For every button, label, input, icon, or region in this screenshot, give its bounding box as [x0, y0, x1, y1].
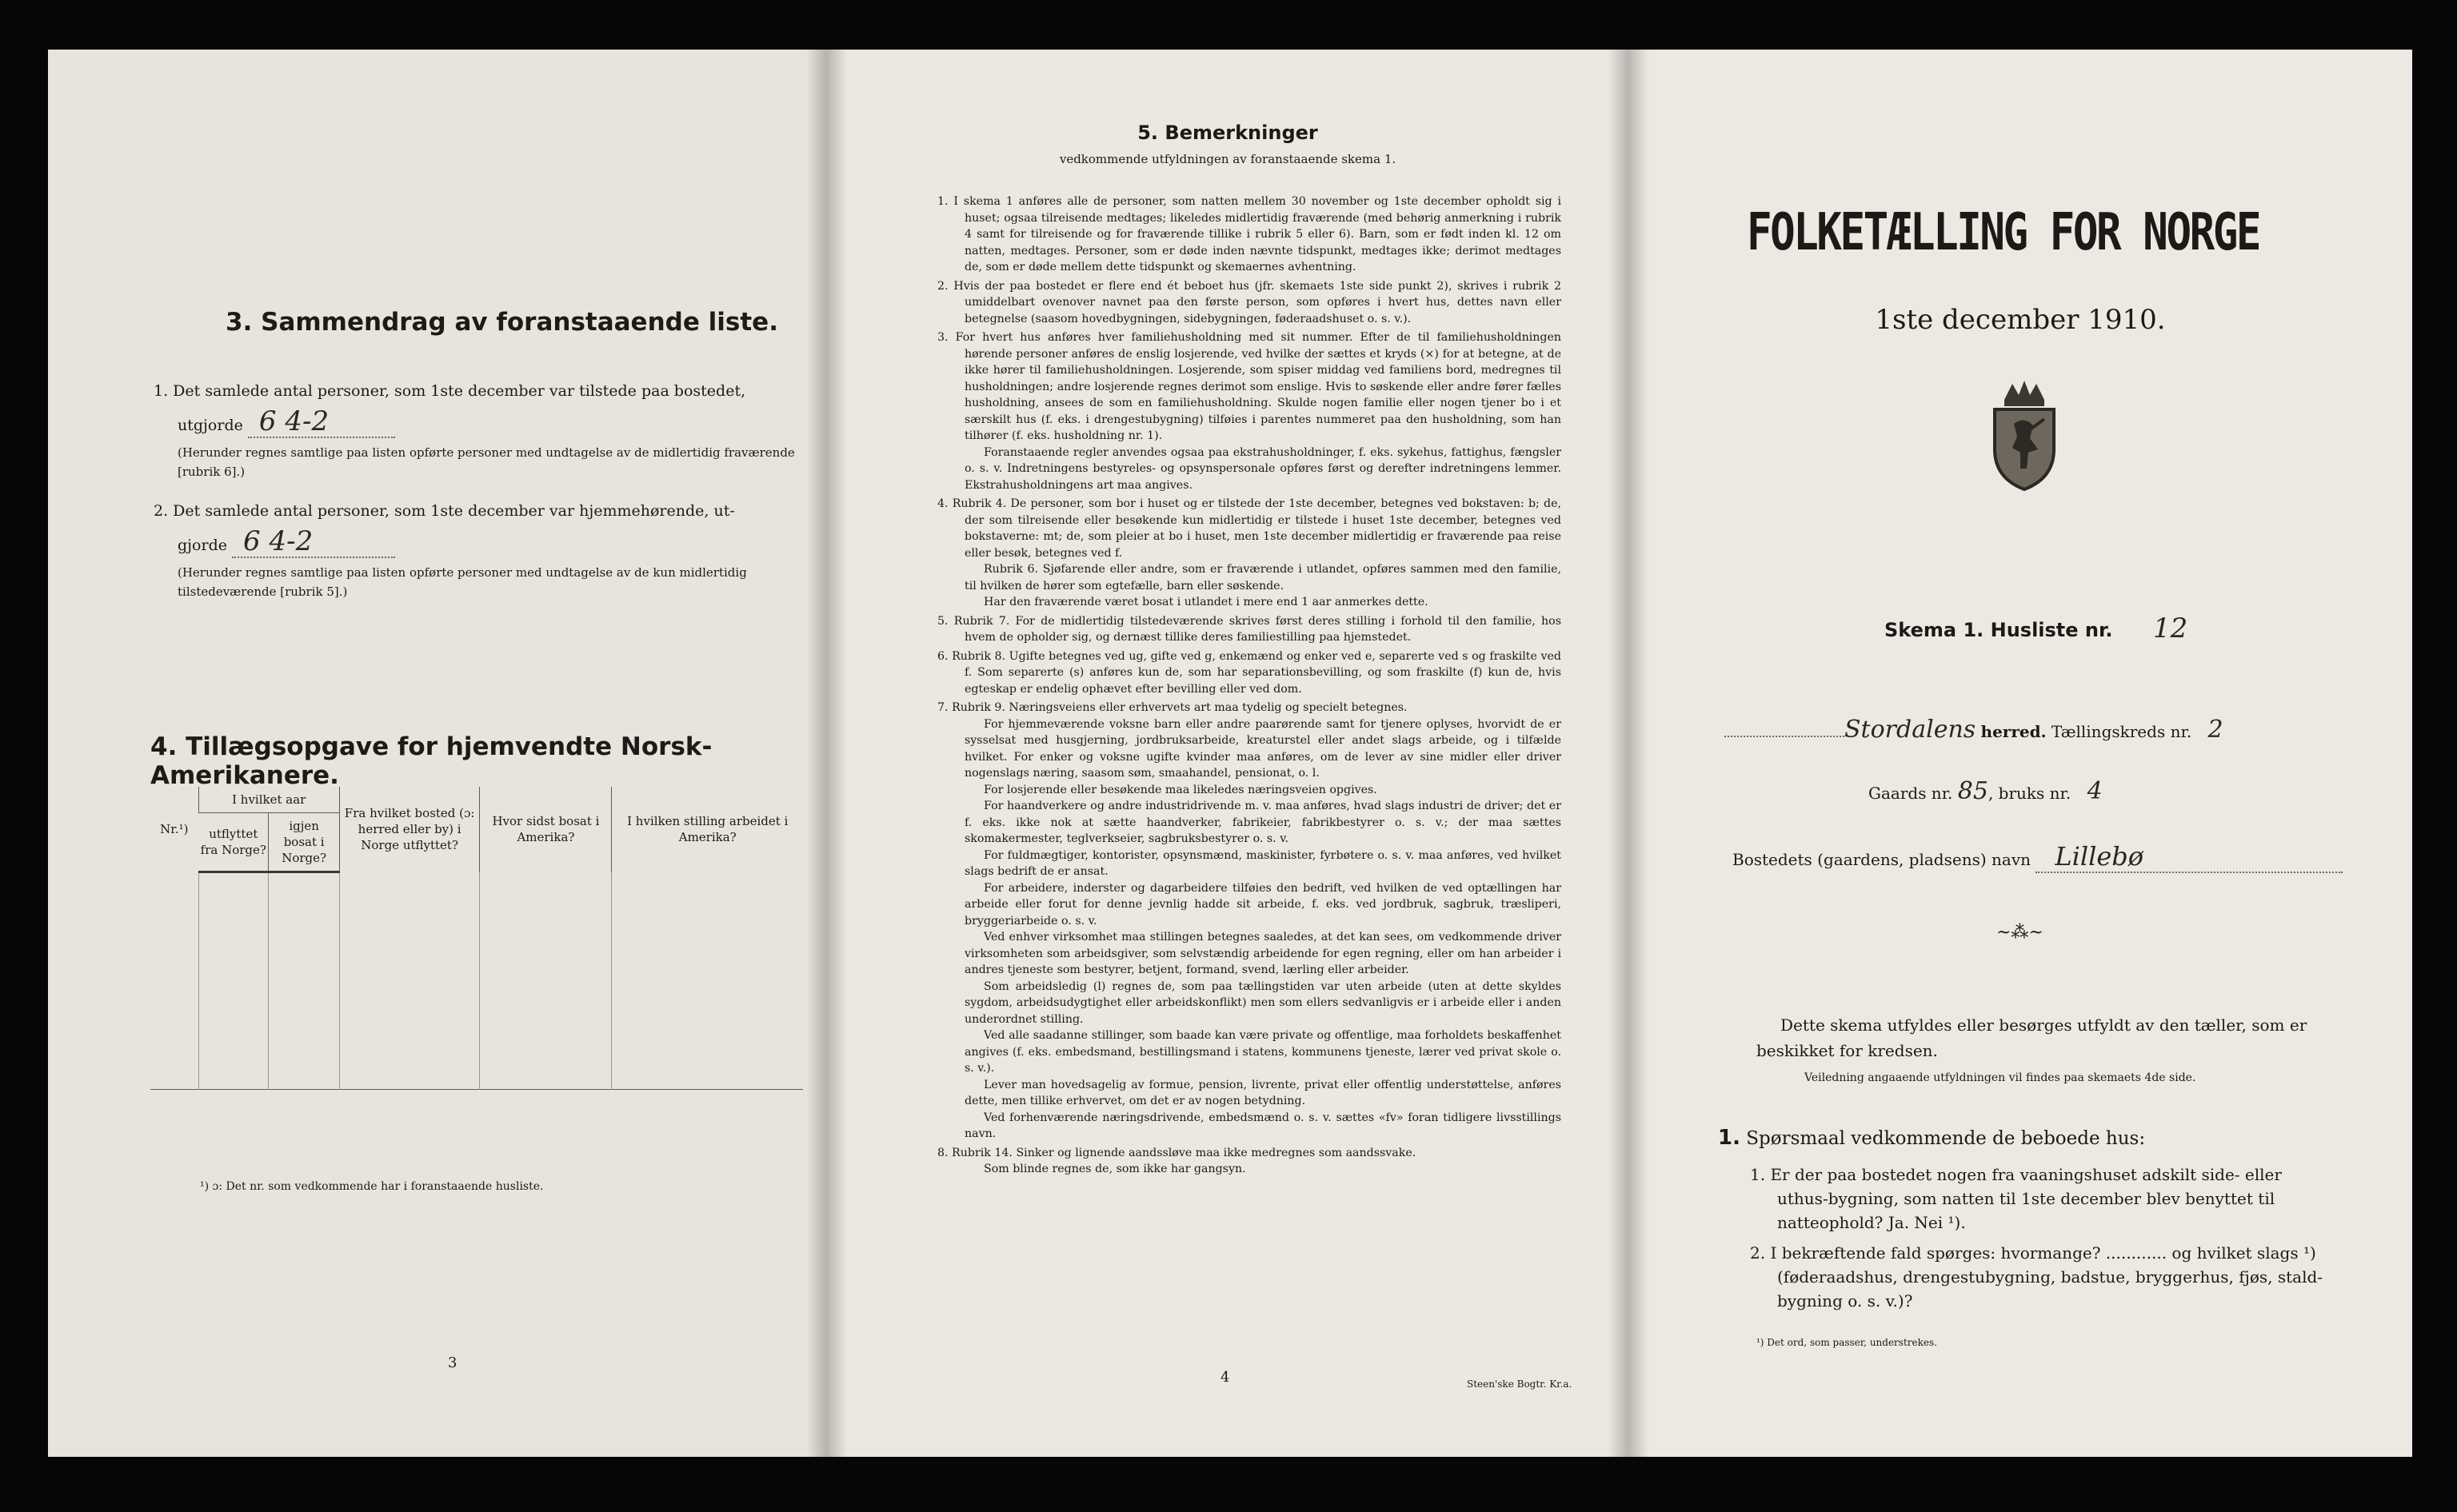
- left-page: [48, 50, 827, 1457]
- remarks-subtitle: vedkommende utfyldningen av foranstaaende skema 1.: [1059, 152, 1396, 166]
- col-utflyttet: utflyttet fra Norge?: [198, 813, 269, 872]
- remark-paragraph: For haandverkere og andre industridrivende m. v. maa anføres, hvad slags industri de driver; det er f. eks. ikke nok at sætte haandverker, fabrikeier, fabrikbestyrer o. s. v.; der maa sættes skomakermester, teglverkseier, sagbruksbestyrer o. s. v.: [965, 800, 1561, 845]
- remarks-body: [937, 193, 1561, 1178]
- col-stilling: I hvilken stilling arbeidet i Amerika?: [612, 787, 803, 872]
- section-4-title: 4. Tillægsopgave for hjemvendte Norsk-Amerikanere.: [150, 732, 713, 790]
- table-row: [150, 1017, 803, 1053]
- gaards-line: [1868, 777, 2103, 805]
- kreds-value: 2: [2207, 716, 2223, 744]
- remark-paragraph: 5. Rubrik 7. For de midlertidig tilstedeværende skrives først deres stilling i forhold til den familie, hos hvem de opholder sig, og dernæst tillike deres familiestilling paa hjemstedet.: [937, 614, 1561, 644]
- remark-paragraph: 8. Rubrik 14. Sinker og lignende aandssløve maa ikke medregnes som aandssvake.: [937, 1146, 1416, 1159]
- norway-coat-of-arms-icon: [1980, 376, 2068, 492]
- table-footnote: ¹) ɔ: Det nr. som vedkommende har i foranstaaende husliste.: [200, 1180, 544, 1193]
- col-fra-hvilket-bosted: Fra hvilket bosted (ɔ: herred eller by) i Norge utflyttet?: [339, 787, 480, 872]
- norsk-amerikanere-table: [150, 787, 803, 1090]
- form-footnote: ¹) Det ord, som passer, understrekes.: [1756, 1337, 1937, 1348]
- remark-paragraph: Ved forhenværende næringsdrivende, embedsmænd o. s. v. sættes «fv» foran tidligere livsstillings navn.: [965, 1111, 1561, 1140]
- question-2-line: bygning o. s. v.)?: [1777, 1291, 1913, 1311]
- summary-item-2-handwritten: 6 4-2: [232, 526, 395, 558]
- ornament-divider: ~⁂~: [1996, 923, 2044, 943]
- summary-item-1-handwritten: 6 4-2: [248, 406, 395, 438]
- col-nr: Nr.¹): [160, 822, 189, 837]
- question-1-line: natteophold? Ja. Nei ¹).: [1777, 1213, 1966, 1232]
- summary-item-2-utgjorde: gjorde: [178, 537, 227, 554]
- remark-paragraph: Ved enhver virksomhet maa stillingen betegnes saaledes, at det kan sees, om vedkommende driver virksomheten som arbeidsgiver, som selvstændig arbeidende for egen regning, eller om han arbeider i andres tjeneste som bestyrer, betjent, formand, svend, lærling eller arbeider.: [965, 931, 1561, 976]
- bosted-value: Lillebø: [2036, 841, 2343, 873]
- question-2-line: (føderaadshus, drengestubygning, badstue, bryggerhus, fjøs, stald-: [1777, 1267, 2323, 1287]
- printer-mark: Steen'ske Bogtr. Kr.a.: [1467, 1378, 1572, 1390]
- remark-paragraph: Rubrik 6. Sjøfarende eller andre, som er fraværende i utlandet, opføres sammen med den familie, til hvilken de hører som egtefælle, barn eller søskende.: [965, 563, 1561, 592]
- husliste-nr: 12: [2153, 612, 2188, 644]
- remark-paragraph: 6. Rubrik 8. Ugifte betegnes ved ug, gifte ved g, enkemænd og enker ved e, separerte ved s og fraskilte ved f. Som separerte (s) anføres kun de, som har separationsbevilling, og som fraskilte (f) kun de, hvis egteskap er endelig ophævet efter bevilling eller ved dom.: [937, 649, 1561, 696]
- remark-paragraph: 1. I skema 1 anføres alle de personer, som natten mellem 30 november og 1ste december opholdt sig i huset; ogsaa tilreisende medtages; likeledes midlertidig fraværende (med behørig anmerkning i rubrik 4 samt for tilreisende og for fraværende tillike i rubrik 5 eller 6). Barn, som er født inden kl. 12 om natten, medtages. Personer, som er døde inden nævnte tidspunkt, medtages ikke; derimot medtages de, som er døde mellem dette tidspunkt og skemaernes avhentning.: [937, 195, 1561, 273]
- table-row: [150, 872, 803, 910]
- herred-value: Stordalens: [1844, 716, 1976, 744]
- remark-paragraph: Som arbeidsledig (l) regnes de, som paa tællingstiden var uten arbeide (uten at dette skyldes sygdom, arbeidsudygtighet eller arbeidskonflikt) men som ellers sedvanligvis er i arbeide eller i anden underordnet stilling.: [965, 979, 1561, 1026]
- census-date: 1ste december 1910.: [1875, 304, 2166, 336]
- remarks-title: 5. Bemerkninger: [1137, 122, 1318, 144]
- page-gutter-shadow: [1628, 50, 1649, 1457]
- remark-paragraph: Har den fraværende været bosat i utlandet i mere end 1 aar anmerkes dette.: [984, 596, 1428, 608]
- col-hvor-sidst-bosat: Hvor sidst bosat i Amerika?: [480, 787, 612, 872]
- questions-heading-number: 1.: [1718, 1126, 1740, 1150]
- table-row: [150, 945, 803, 981]
- remark-paragraph: For fuldmægtiger, kontorister, opsynsmænd, maskinister, fyrbøtere o. s. v. maa anføres, ved hvilket slags bedrift de er ansat.: [965, 848, 1561, 878]
- bosted-line: [1732, 841, 2388, 873]
- herred-line: [1724, 715, 2388, 744]
- summary-item-1-utgjorde: utgjorde: [178, 417, 243, 434]
- intro-text: [1756, 1012, 2388, 1063]
- page-gutter-shadow: [827, 50, 848, 1457]
- question-1-line: 1. Er der paa bostedet nogen fra vaaningshuset adskilt side- eller: [1750, 1165, 2282, 1184]
- remark-paragraph: For hjemmeværende voksne barn eller andre paarørende samt for tjenere oplyses, hvorvidt de er sysselsat med husgjerning, jordbruksarbeide, kreaturstel eller andet slags arbeide, og i tilfælde hvilket. For enker og voksne ugifte kvinder maa anføres, om de lever av sine midler eller driver nogenslags næring, saasom søm, smaahandel, pensionat, o. l.: [965, 717, 1561, 780]
- remark-paragraph: 7. Rubrik 9. Næringsveiens eller erhvervets art maa tydelig og specielt betegnes.: [937, 701, 1408, 714]
- remark-paragraph: Lever man hovedsagelig av formue, pension, livrente, privat eller offentlig understøttelse, anføres dette, men tillike erhvervet, om det er av nogen betydning.: [965, 1078, 1561, 1107]
- page-number: 3: [448, 1354, 457, 1371]
- middle-page: [827, 50, 1628, 1457]
- table-row: [150, 1053, 803, 1090]
- page-gutter-shadow: [1608, 50, 1628, 1457]
- question-1-line: uthus-bygning, som natten til 1ste december blev benyttet til: [1777, 1189, 2275, 1208]
- bruks-label: , bruks nr.: [1988, 784, 2071, 803]
- summary-item-1-note: (Herunder regnes samtlige paa listen opførte personer med undtagelse av de midlertidig fraværende [rubrik 6].): [178, 445, 795, 479]
- table-row: [150, 909, 803, 945]
- question-2-line: 2. I bekræftende fald spørges: hvormange? ............ og hvilket slags ¹): [1750, 1243, 2316, 1263]
- questions-heading-text: Spørsmaal vedkommende de beboede hus:: [1746, 1128, 2146, 1149]
- intro-line-1: Dette skema utfyldes eller besørges utfyldt av den tæller, som er: [1780, 1015, 2307, 1035]
- question-2: [1750, 1241, 2398, 1313]
- table-row: [150, 981, 803, 1017]
- remark-paragraph: For arbeidere, inderster og dagarbeidere tilføies den bedrift, ved hvilken de ved optællingen har arbeide eller forut for denne jevnlig hadde sit arbeide, f. eks. ved jordbruk, sagbruk, træsliperi, bryggeriarbeide o. s. v.: [965, 881, 1561, 928]
- gaards-value: 85: [1957, 777, 1988, 805]
- gaards-label: Gaards nr.: [1868, 784, 1953, 803]
- summary-item-2-text: 2. Det samlede antal personer, som 1ste december var hjemmehørende, ut-: [154, 502, 735, 520]
- skema-label: Skema 1. Husliste nr.: [1884, 619, 2113, 641]
- remark-paragraph: Ved alle saadanne stillinger, som baade kan være private og offentlige, maa forholdets beskaffenhet angives (f. eks. embedsmand, bestillingsmand i statens, kommunens tjeneste, lærer ved privat skole o. s. v.).: [965, 1029, 1561, 1075]
- section-3-title: 3. Sammendrag av foranstaaende liste.: [226, 308, 778, 337]
- remark-paragraph: Som blinde regnes de, som ikke har gangsyn.: [984, 1163, 1246, 1175]
- herred-label: herred.: [1980, 722, 2047, 741]
- question-1: [1750, 1163, 2398, 1235]
- summary-item-1: [154, 376, 809, 441]
- page-number: 4: [1221, 1369, 1230, 1386]
- summary-item-1-text: 1. Det samlede antal personer, som 1ste december var tilstede paa bostedet,: [154, 382, 746, 400]
- summary-item-2: [154, 496, 809, 561]
- right-page: [1628, 50, 2412, 1457]
- remark-paragraph: 4. Rubrik 4. De personer, som bor i huset og er tilstede der 1ste december, betegnes ved bokstaven: b; de, der som tilreisende eller besøkende kun midlertidig er tilstede i huset 1ste december, betegnes ved bokstaverne: mt; de, som pleier at bo i huset, men 1ste december midlertidig er fraværende paa reise eller besøk, betegnes ved f.: [937, 497, 1561, 560]
- questions-heading: [1718, 1126, 2145, 1150]
- col-igjen-bosat: igjen bosat i Norge?: [269, 813, 339, 872]
- intro-line-2: beskikket for kredsen.: [1756, 1041, 1938, 1060]
- bruks-value: 4: [2087, 777, 2103, 805]
- veiledning-note: Veiledning angaaende utfyldningen vil findes paa skemaets 4de side.: [1804, 1071, 2196, 1084]
- remark-paragraph: 3. For hvert hus anføres hver familiehusholdning med sit nummer. Efter de til familiehusholdningen hørende personer anføres de enslig losjerende, ved hvilke der sættes et kryds (×) for at betegne, at de ikke hører til familiehusholdningen. Losjerende, som spiser middag ved familiens bord, medregnes til husholdningen; andre losjerende regnes derimot som enslige. Hvis to søskende eller andre fører fælles husholdning, ansees de som en familiehusholdning. Skulde nogen familie eller nogen tjener bo i et særskilt hus (f. eks. i drengestubygning) tilføies i parentes nummeret paa den husholdning, som han tilhører (f. eks. husholdning nr. 1).: [937, 331, 1561, 442]
- col-i-hvilket-aar: I hvilket aar: [198, 787, 339, 813]
- form-title: FOLKETÆLLING FOR NORGE: [1747, 203, 2259, 262]
- remark-paragraph: For losjerende eller besøkende maa likeledes næringsveien opgives.: [984, 783, 1377, 796]
- bosted-label: Bostedets (gaardens, pladsens) navn: [1732, 850, 2031, 869]
- summary-item-2-note: (Herunder regnes samtlige paa listen opførte personer med undtagelse av de kun midlertidig tilstedeværende [rubrik 5].): [178, 565, 747, 599]
- remark-paragraph: 2. Hvis der paa bostedet er flere end ét beboet hus (jfr. skemaets 1ste side punkt 2), skrives i rubrik 2 umiddelbart ovenover navnet paa den første person, som opføres i hvert hus, dettes navn eller betegnelse (saasom hovedbygningen, sidebygningen, føderaadshuset o. s. v.).: [937, 279, 1561, 325]
- kreds-label: Tællingskreds nr.: [2051, 722, 2192, 741]
- remark-paragraph: Foranstaaende regler anvendes ogsaa paa ekstrahusholdninger, f. eks. sykehus, fattighus, fængsler o. s. v. Indretningens bestyreles- og opsynspersonale opføres først og derefter indretningens lemmer. Ekstrahusholdningens art maa angives.: [965, 445, 1561, 492]
